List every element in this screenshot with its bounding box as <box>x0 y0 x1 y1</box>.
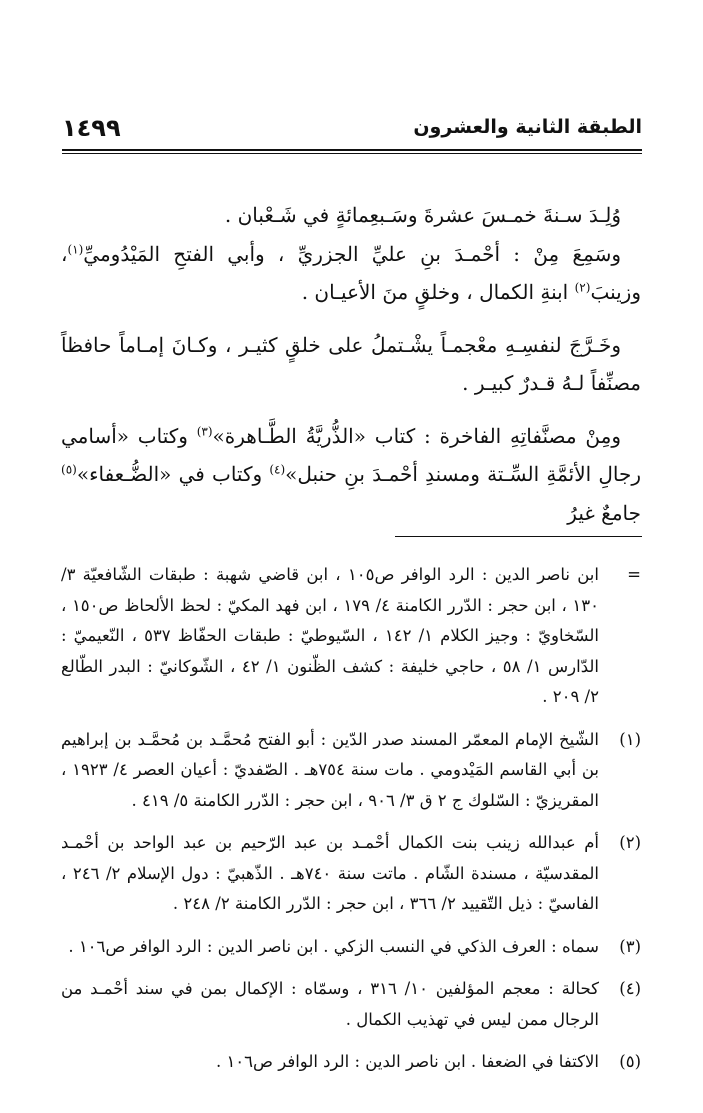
footnote-number: (٣) <box>619 936 641 956</box>
footnote-1: (١) الشّيخ الإمام المعمّر المسند صدر الدّين : أبو الفتح مُحمَّـد بن مُحمَّـد بن إبراهيم بن أبي القاسم المَيْدومي . مات سنة ٧٥٤هـ . الصّفديّ : أعيان العصر ٤/ ١٩٢٣ ، المقريزيّ : السّلوك ج ٢ ق ٣/ ٩٠٦ ، ابن حجر : الدّرر الكامنة ٥/ ٤١٩ . <box>61 725 641 817</box>
running-title: الطبقة الثانية والعشرون <box>413 116 642 138</box>
header-rule <box>62 149 642 151</box>
paragraph-lexicon: وخَـرَّجَ لنفسِـهِ معْجمـاً يشْـتملُ على خلقٍ كثيـر ، وكـانَ إمـاماً حافظاً مصنِّفاً لـهُ قـدرٌ كبيـر . <box>61 332 641 395</box>
footnote-number: (٤) <box>619 979 641 998</box>
footnote-number: (٥) <box>619 1052 641 1071</box>
footnote-4: (٤) كحالة : معجم المؤلفين ١٠/ ٣١٦ ، وسمّاه : الإكمال بمن في سند أحْمـد من الرجال ممن ليس في تهذيب الكمال . <box>61 974 641 1035</box>
footnote-separator <box>395 536 642 537</box>
footnotes <box>61 560 641 1090</box>
footnote-ref-5: (٥) <box>61 462 77 477</box>
header-rule-thin <box>62 153 642 154</box>
footnote-3: (٣) سماه : العرف الذكي في النسب الزكي . ابن ناصر الدين : الرد الوافر ص١٠٦ . <box>61 932 641 963</box>
paragraph-teachers: وسَمِعَ مِنْ : أحْمـدَ بنِ عليِّ الجزريِّ ، وأبي الفتحِ المَيْدُوميِّ$^{(١)}$، وزينبَ$^{(٢)}$ ابنةِ الكمال ، وخلقٍ منَ الأعيـان . <box>61 241 641 304</box>
page-number: ١٤٩٩ <box>62 114 121 142</box>
footnote-5: (٥) الاكتفا في الضعفا . ابن ناصر الدين : الرد الوافر ص١٠٦ . <box>61 1047 641 1078</box>
footnote-number: (٢) <box>619 833 641 852</box>
continuation-mark: = <box>627 565 641 584</box>
running-header <box>62 112 642 142</box>
paragraph-works: ومِنْ مصنَّفاتِهِ الفاخرة : كتاب «الذُّريَّةُ الطَّـاهرة»$^{(٣)}$ وكتاب «أسامي رجالِ الأئمَّةِ السِّـتة ومسندِ أحْمـدَ بنِ حنبل»$^{(٤)}$ وكتاب في «الضُّـعفاء»$^{(٥)}$ جامعٌ غيرُ <box>61 423 641 525</box>
footnote-continuation: = ابن ناصر الدين : الرد الوافر ص١٠٥ ، ابن قاضي شهبة : طبقات الشّافعيّة ٣/ ١٣٠ ، ابن حجر : الدّرر الكامنة ٤/ ١٧٩ ، ابن فهد المكيّ : لحظ الألحاظ ص١٥٠ ، السّخاويّ : وجيز الكلام ١/ ١٤٢ ، السّيوطيّ : طبقات الحفّاظ ٥٣٧ ، النّعيميّ : الدّارس ١/ ٥٨ ، حاجي خليفة : كشف الظّنون ١/ ٤٢ ، الشّوكانيّ : البدر الطّالع ٢/ ٢٠٩ . <box>61 560 641 713</box>
paragraph-birth: وُلِـدَ سـنةَ خمـسَ عشرةَ وسَـبعِمائةٍ في شَـعْبان . <box>224 203 621 227</box>
footnote-number: (١) <box>619 729 641 749</box>
main-text <box>61 196 641 546</box>
footnote-ref-4: (٤) <box>269 462 286 477</box>
footnote-2: (٢) أم عبدالله زينب بنت الكمال أحْمـد بن عبد الرّحيم بن عبد الواحد بن أحْمـد المقدسيّة ، مسندة الشّام . ماتت سنة ٧٤٠هـ . الذّهبيّ : دول الإسلام ٢/ ٢٤٦ ، الفاسيّ : ذيل التّقييد ٢/ ٣٦٦ ، ابن حجر : الدّرر الكامنة ٢/ ٢٤٨ . <box>61 828 641 920</box>
footnote-ref-3: (٣) <box>196 423 213 438</box>
footnote-ref-2: (٢) <box>574 280 591 295</box>
footnote-ref-1: (١) <box>67 241 84 256</box>
